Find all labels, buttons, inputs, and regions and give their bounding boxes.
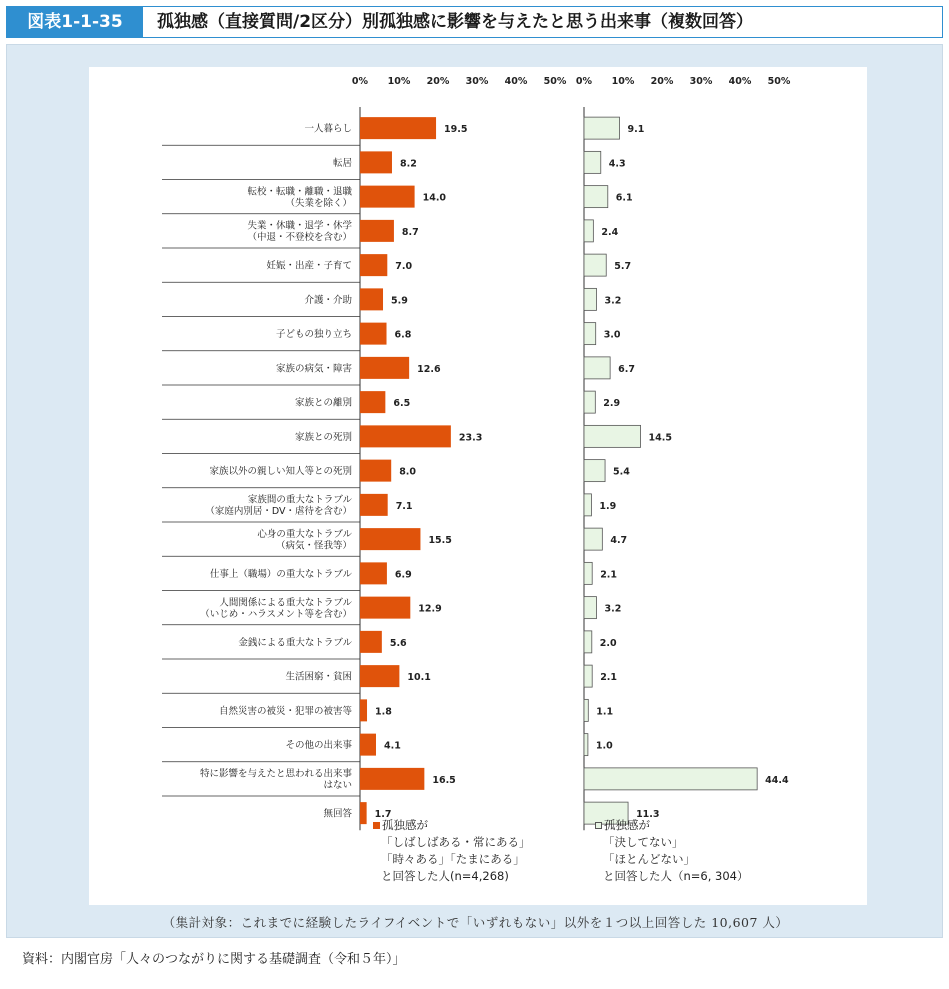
value-label-series2: 2.1: [600, 672, 618, 684]
value-label-series2: 4.3: [608, 158, 626, 170]
value-label-series2: 6.1: [615, 192, 633, 204]
category-label-line: 家族との死別: [294, 431, 352, 443]
bar-series2: [584, 665, 592, 687]
legend-swatch-orange: [373, 822, 380, 829]
category-label-line: 生活困窮・貧困: [285, 671, 352, 683]
value-label-series2: 5.7: [614, 261, 632, 273]
category-label-line: 家族との離別: [294, 397, 352, 409]
figure-header: [6, 6, 943, 38]
bar-series2: [584, 768, 757, 790]
tick-label-p1-2: 20%: [426, 76, 450, 87]
tick-label-p2-4: 40%: [728, 76, 752, 87]
figure-title: 孤独感（直接質問/2区分）別孤独感に影響を与えたと思う出来事（複数回答）: [157, 12, 754, 32]
value-label-series1: 8.0: [399, 466, 417, 478]
value-label-series2: 2.1: [600, 569, 618, 581]
value-label-series1: 6.8: [394, 329, 412, 341]
bar-series1: [360, 220, 394, 242]
value-label-series2: 6.7: [618, 363, 635, 375]
bar-series1: [360, 425, 451, 447]
figure-number: 図表1-1-35: [7, 7, 143, 37]
legend-swatch-green: [595, 822, 602, 829]
bar-series1: [360, 323, 387, 345]
value-label-series1: 6.5: [393, 398, 411, 410]
value-label-series2: 5.4: [613, 466, 630, 478]
value-label-series1: 10.1: [407, 672, 431, 684]
category-label-line: 仕事上（職場）の重大なトラブル: [209, 568, 352, 580]
category-label: [304, 123, 352, 135]
category-label-line: はない: [323, 780, 352, 792]
category-label-line: 自然災害の被災・犯罪の被害等: [218, 705, 352, 717]
legend-not-lonely-line2: 「決してない」: [603, 835, 684, 849]
bar-series2: [584, 562, 592, 584]
bar-series2: [584, 631, 592, 653]
chart-area: [89, 67, 867, 905]
category-label-line: 妊娠・出産・子育て: [266, 260, 352, 272]
bar-series1: [360, 802, 367, 824]
category-label-line: 家族の病気・障害: [275, 363, 352, 375]
value-label-series2: 4.7: [610, 535, 628, 547]
value-label-series1: 8.7: [401, 226, 419, 238]
category-label-line: 人間関係による重大なトラブル: [219, 597, 352, 609]
category-label: [304, 294, 352, 306]
bar-series1: [360, 528, 420, 550]
bar-series1: [360, 117, 436, 139]
category-label: [209, 465, 352, 477]
value-label-series2: 9.1: [627, 124, 645, 136]
category-label-line: 無回答: [323, 808, 352, 820]
category-label-line: 介護・介助: [304, 294, 352, 306]
value-label-series1: 12.6: [417, 363, 441, 375]
tick-label-p2-3: 30%: [689, 76, 713, 87]
value-label-series1: 1.7: [374, 809, 392, 821]
bar-series2: [584, 391, 595, 413]
bar-series2: [584, 528, 602, 550]
category-label-line: （中退・不登校を含む）: [247, 232, 352, 244]
bar-series2: [584, 186, 608, 208]
bar-series1: [360, 391, 385, 413]
legend-not-lonely-line4: と回答した人（n=6, 304）: [603, 869, 749, 883]
category-label: [276, 362, 353, 374]
value-label-series1: 12.9: [418, 603, 442, 615]
category-label-line: （失業を除く）: [285, 197, 352, 209]
bar-series1: [360, 460, 391, 482]
bar-series2: [584, 494, 591, 516]
value-label-series1: 15.5: [428, 535, 452, 547]
tick-label-p1-1: 10%: [387, 76, 411, 87]
bar-series1: [360, 186, 415, 208]
value-label-series2: 14.5: [648, 432, 673, 444]
source-note: 資料：内閣官房「人々のつながりに関する基礎調査（令和５年）」: [22, 952, 406, 967]
value-label-series2: 1.9: [599, 500, 617, 512]
tick-label-p1-3: 30%: [465, 76, 489, 87]
bar-series1: [360, 151, 392, 173]
category-label: [276, 328, 352, 340]
category-label-line: 転居: [332, 157, 352, 169]
value-label-series2: 2.4: [601, 226, 619, 238]
value-label-series1: 19.5: [444, 124, 468, 136]
bar-series1: [360, 631, 382, 653]
value-label-series1: 5.6: [389, 637, 407, 649]
value-label-series2: 44.4: [765, 774, 789, 786]
category-label-line: 家族間の重大なトラブル: [247, 494, 352, 506]
legend-lonely-line4: と回答した人(n=4,268): [381, 869, 509, 883]
category-label: [210, 568, 353, 580]
tick-label-p2-5: 50%: [767, 76, 791, 87]
bar-series2: [584, 323, 596, 345]
bar-series1: [360, 357, 409, 379]
legend-lonely-line3: 「時々ある」「たまにある」: [381, 852, 525, 866]
value-label-series1: 7.1: [395, 500, 413, 512]
value-label-series1: 14.0: [422, 192, 447, 204]
category-label: [247, 220, 352, 244]
category-label: [247, 185, 352, 209]
category-label: [205, 494, 352, 518]
bar-series2: [584, 254, 606, 276]
legend-lonely-line1: 孤独感が: [382, 818, 428, 832]
category-label: [200, 596, 352, 620]
value-label-series2: 2.9: [603, 398, 621, 410]
value-label-series2: 1.1: [596, 706, 614, 718]
category-label-line: （家庭内別居・DV・虐待を含む）: [205, 506, 352, 518]
category-label-line: 子どもの独り立ち: [275, 329, 352, 341]
bar-series2: [584, 117, 619, 139]
tick-label-p2-2: 20%: [650, 76, 674, 87]
category-label: [295, 397, 352, 409]
category-label-line: 一人暮らし: [304, 123, 352, 135]
category-label: [285, 671, 352, 683]
value-label-series2: 2.0: [599, 637, 617, 649]
value-label-series1: 4.1: [383, 740, 401, 752]
category-label-line: その他の出来事: [285, 740, 352, 752]
value-label-series1: 5.9: [391, 295, 408, 307]
tick-label-p2-1: 10%: [611, 76, 635, 87]
category-label-line: 転校・転職・離職・退職: [247, 186, 352, 198]
tick-label-p1-5: 50%: [543, 76, 567, 87]
value-label-series2: 3.2: [604, 603, 622, 615]
category-label: [266, 260, 352, 272]
bar-series2: [584, 288, 596, 310]
legend-not-lonely-line3: 「ほとんどない」: [603, 852, 695, 866]
category-label: [333, 157, 353, 169]
legend-lonely-line2: 「しばしばある・常にある」: [381, 835, 531, 849]
bar-series1: [360, 288, 383, 310]
bar-series1: [360, 562, 387, 584]
value-label-series1: 16.5: [432, 774, 456, 786]
bar-series2: [584, 699, 588, 721]
tick-label-p1-4: 40%: [504, 76, 528, 87]
category-label: [219, 705, 353, 717]
bar-series2: [584, 597, 596, 619]
bar-series2: [584, 151, 601, 173]
tick-label-p1-0: 0%: [351, 76, 369, 87]
category-label-line: 心身の重大なトラブル: [257, 528, 352, 540]
category-label-line: （病気・怪我等）: [275, 540, 352, 552]
bar-series2: [584, 357, 610, 379]
value-label-series2: 3.2: [604, 295, 622, 307]
bar-series1: [360, 699, 367, 721]
category-label: [238, 636, 352, 648]
value-label-series1: 1.8: [375, 706, 392, 718]
bar-series1: [360, 768, 424, 790]
value-label-series1: 6.9: [394, 569, 412, 581]
value-label-series1: 8.2: [399, 158, 417, 170]
category-label: [200, 768, 353, 792]
legend-not-lonely: [595, 817, 749, 885]
bar-series2: [584, 734, 588, 756]
bar-series2: [584, 460, 605, 482]
tick-label-p2-0: 0%: [575, 76, 593, 87]
value-label-series2: 11.3: [636, 809, 660, 821]
figure-panel: [6, 44, 943, 938]
value-label-series1: 7.0: [395, 261, 413, 273]
category-label-line: 家族以外の親しい知人等との死別: [209, 466, 352, 478]
bar-series1: [360, 734, 376, 756]
bar-series1: [360, 254, 387, 276]
bar-series1: [360, 597, 410, 619]
category-label: [295, 431, 352, 443]
category-label-line: 特に影響を与えたと思われる出来事: [199, 768, 352, 780]
bar-series2: [584, 425, 641, 447]
footnote: （集計対象：これまでに経験したライフイベントで「いずれもない」以外を１つ以上回答した 10,607 人）: [162, 915, 789, 930]
category-label: [257, 528, 352, 552]
category-label: [285, 739, 352, 751]
category-label-line: 金銭による重大なトラブル: [238, 637, 352, 649]
legend-lonely: [373, 817, 531, 885]
bar-series2: [584, 220, 593, 242]
value-label-series1: 23.3: [458, 432, 483, 444]
bar-chart: [89, 67, 867, 821]
value-label-series2: 3.0: [603, 329, 621, 341]
value-label-series2: 1.0: [595, 740, 613, 752]
bar-series1: [360, 665, 399, 687]
category-label-line: （いじめ・ハラスメント等を含む）: [200, 608, 352, 620]
bar-series1: [360, 494, 388, 516]
category-label: [323, 808, 352, 820]
category-label-line: 失業・休職・退学・休学: [247, 220, 352, 232]
legend-not-lonely-line1: 孤独感が: [604, 818, 650, 832]
